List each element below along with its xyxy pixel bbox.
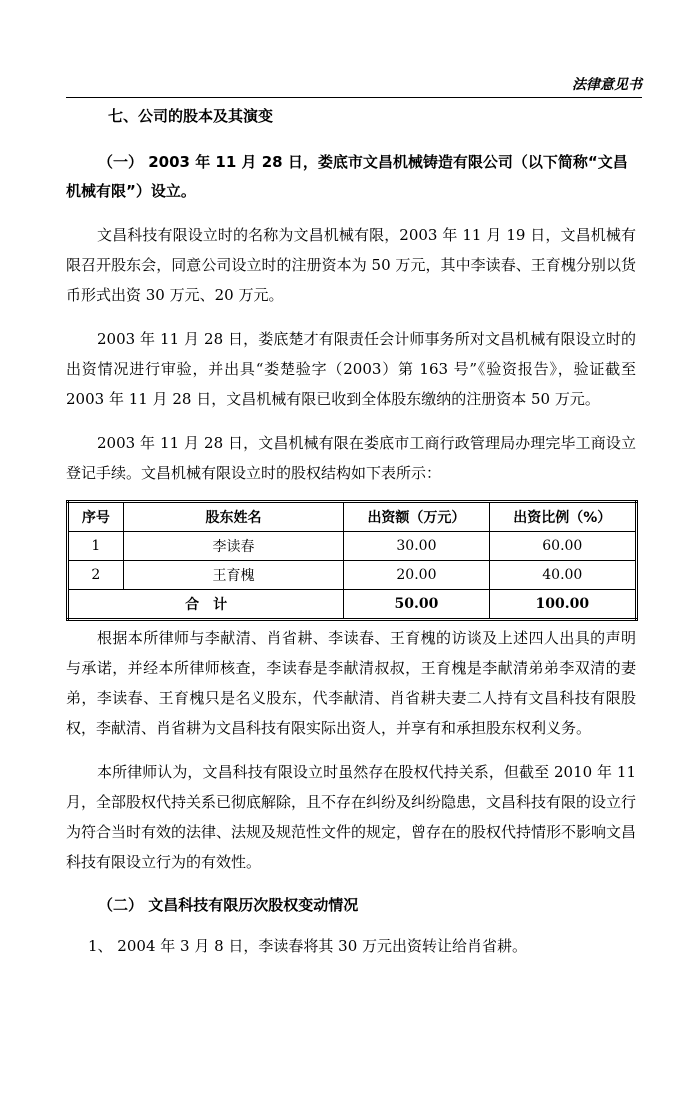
document-title: 法律意见书 (572, 77, 642, 93)
section-heading: 七、公司的股本及其演变 (108, 107, 274, 125)
cell-name: 李读春 (123, 532, 344, 561)
table-row (68, 532, 637, 561)
cell-amount: 30.00 (344, 532, 489, 561)
total-ratio: 100.00 (489, 590, 636, 620)
paragraph-1: 文昌科技有限设立时的名称为文昌机械有限，2003 年 11 月 19 日，文昌机械有限召开股东会，同意公司设立时的注册资本为 50 万元，其中李读春、王育槐分别以货币形式出资 30 万元、20 万元。 (66, 226, 636, 304)
header-divider (66, 97, 642, 98)
total-label: 合 计 (68, 590, 344, 620)
cell-no: 2 (68, 561, 124, 590)
table-row (68, 561, 637, 590)
cell-name: 王育槐 (123, 561, 344, 590)
paragraph-4: 根据本所律师与李献清、肖省耕、李读春、王育槐的访谈及上述四人出具的声明与承诺，并经本所律师核查，李读春是李献清叔叔，王育槐是李献清弟弟李双清的妻弟，李读春、王育槐只是名义股东，代李献清、肖省耕夫妻二人持有文昌科技有限股权，李献清、肖省耕为文昌科技有限实际出资人，并享有和承担股东权利义务。 (66, 629, 636, 737)
table-total-row (68, 590, 637, 620)
cell-amount: 20.00 (344, 561, 489, 590)
total-amount: 50.00 (344, 590, 489, 620)
paragraph-2: 2003 年 11 月 28 日，娄底楚才有限责任会计师事务所对文昌机械有限设立时的出资情况进行审验，并出具“娄楚验字（2003）第 163 号”《验资报告》，验证截至 2003 年 11 月 28 日，文昌机械有限已收到全体股东缴纳的注册资本 50 万元。 (66, 330, 636, 408)
header-ratio: 出资比例（%） (489, 502, 636, 532)
header-no: 序号 (68, 502, 124, 532)
cell-no: 1 (68, 532, 124, 561)
subsection-heading-1: （一） 2003 年 11 月 28 日，娄底市文昌机械铸造有限公司（以下简称“文昌机械有限”）设立。 (66, 153, 628, 200)
equity-structure-table (66, 500, 638, 621)
header-name: 股东姓名 (123, 502, 344, 532)
table-header-row (68, 502, 637, 532)
subsection-heading-2: （二） 文昌科技有限历次股权变动情况 (98, 896, 359, 914)
cell-ratio: 40.00 (489, 561, 636, 590)
paragraph-3: 2003 年 11 月 28 日，文昌机械有限在娄底市工商行政管理局办理完毕工商设立登记手续。文昌机械有限设立时的股权结构如下表所示： (66, 434, 636, 482)
cell-ratio: 60.00 (489, 532, 636, 561)
document-body (66, 102, 636, 961)
paragraph-5: 本所律师认为，文昌科技有限设立时虽然存在股权代持关系，但截至 2010 年 11 月，全部股权代持关系已彻底解除，且不存在纠纷及纠纷隐患，文昌科技有限的设立行为符合当时有效的法律、法规及规范性文件的规定，曾存在的股权代持情形不影响文昌科技有限设立行为的有效性。 (66, 763, 637, 871)
header-amount: 出资额（万元） (344, 502, 489, 532)
list-item-1: 1、 2004 年 3 月 8 日，李读春将其 30 万元出资转让给肖省耕。 (88, 937, 528, 955)
